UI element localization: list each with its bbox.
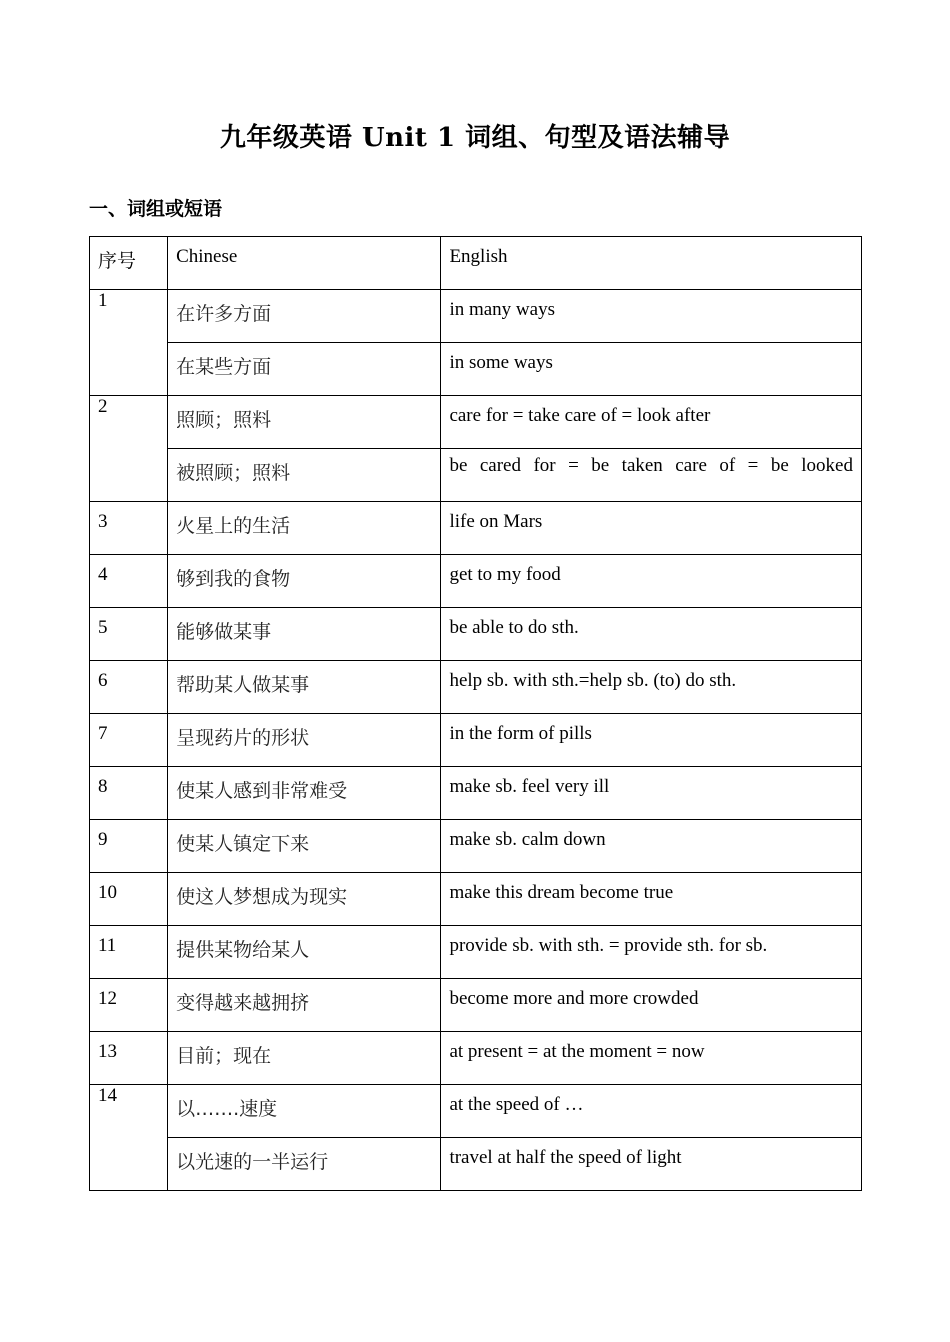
chinese-phrase: 能够做某事: [168, 608, 441, 661]
table-row: [90, 555, 862, 608]
row-number: 9: [90, 820, 168, 873]
english-phrase: help sb. with sth.=help sb. (to) do sth.: [441, 661, 862, 714]
chinese-phrase: 目前；现在: [168, 1032, 441, 1085]
row-number: 13: [90, 1032, 168, 1085]
chinese-phrase: 够到我的食物: [168, 555, 441, 608]
chinese-phrase: 在许多方面: [168, 290, 441, 343]
header-english: English: [441, 237, 862, 290]
table-header-row: [90, 237, 862, 290]
table-row: [90, 502, 862, 555]
chinese-phrase: 在某些方面: [168, 343, 441, 396]
chinese-phrase: 提供某物给某人: [168, 926, 441, 979]
header-number: 序号: [90, 237, 168, 290]
row-number: 3: [90, 502, 168, 555]
chinese-phrase: 被照顾；照料: [168, 449, 441, 502]
row-number: 14: [90, 1085, 168, 1191]
table-row: [90, 714, 862, 767]
table-row: [90, 290, 862, 343]
chinese-phrase: 以光速的一半运行: [168, 1138, 441, 1191]
english-phrase: be able to do sth.: [441, 608, 862, 661]
chinese-phrase: 以…….速度: [168, 1085, 441, 1138]
row-number: 4: [90, 555, 168, 608]
english-phrase: be cared for = be taken care of = be looked: [441, 449, 862, 502]
chinese-phrase: 帮助某人做某事: [168, 661, 441, 714]
table-row: [90, 767, 862, 820]
row-number: 7: [90, 714, 168, 767]
table-row: [90, 979, 862, 1032]
english-phrase: care for = take care of = look after: [441, 396, 862, 449]
row-number: 11: [90, 926, 168, 979]
chinese-phrase: 使某人感到非常难受: [168, 767, 441, 820]
english-phrase: in the form of pills: [441, 714, 862, 767]
row-number: 2: [90, 396, 168, 502]
table-row: [90, 820, 862, 873]
table-row: [90, 926, 862, 979]
english-phrase: make this dream become true: [441, 873, 862, 926]
section-heading: 一、词组或短语: [89, 198, 223, 220]
english-phrase: life on Mars: [441, 502, 862, 555]
chinese-phrase: 呈现药片的形状: [168, 714, 441, 767]
header-chinese: Chinese: [168, 237, 441, 290]
document-title: 九年级英语 Unit 1 词组、句型及语法辅导: [219, 123, 731, 153]
row-number: 1: [90, 290, 168, 396]
table-row: [90, 873, 862, 926]
english-phrase: in many ways: [441, 290, 862, 343]
english-phrase: at present = at the moment = now: [441, 1032, 862, 1085]
table-row: [90, 1085, 862, 1138]
row-number: 10: [90, 873, 168, 926]
english-phrase: provide sb. with sth. = provide sth. for sb.: [441, 926, 862, 979]
table-row: [90, 661, 862, 714]
english-phrase: get to my food: [441, 555, 862, 608]
table-row: [90, 343, 862, 396]
table-row: [90, 1138, 862, 1191]
chinese-phrase: 火星上的生活: [168, 502, 441, 555]
chinese-phrase: 使这人梦想成为现实: [168, 873, 441, 926]
table-row: [90, 608, 862, 661]
table-row: [90, 396, 862, 449]
chinese-phrase: 变得越来越拥挤: [168, 979, 441, 1032]
row-number: 8: [90, 767, 168, 820]
english-phrase: in some ways: [441, 343, 862, 396]
table-row: [90, 1032, 862, 1085]
row-number: 6: [90, 661, 168, 714]
english-phrase: travel at half the speed of light: [441, 1138, 862, 1191]
english-phrase: make sb. calm down: [441, 820, 862, 873]
english-phrase: become more and more crowded: [441, 979, 862, 1032]
row-number: 12: [90, 979, 168, 1032]
row-number: 5: [90, 608, 168, 661]
chinese-phrase: 照顾；照料: [168, 396, 441, 449]
chinese-phrase: 使某人镇定下来: [168, 820, 441, 873]
vocabulary-table: [89, 236, 862, 1191]
english-phrase: make sb. feel very ill: [441, 767, 862, 820]
table-row: [90, 449, 862, 502]
english-phrase: at the speed of …: [441, 1085, 862, 1138]
